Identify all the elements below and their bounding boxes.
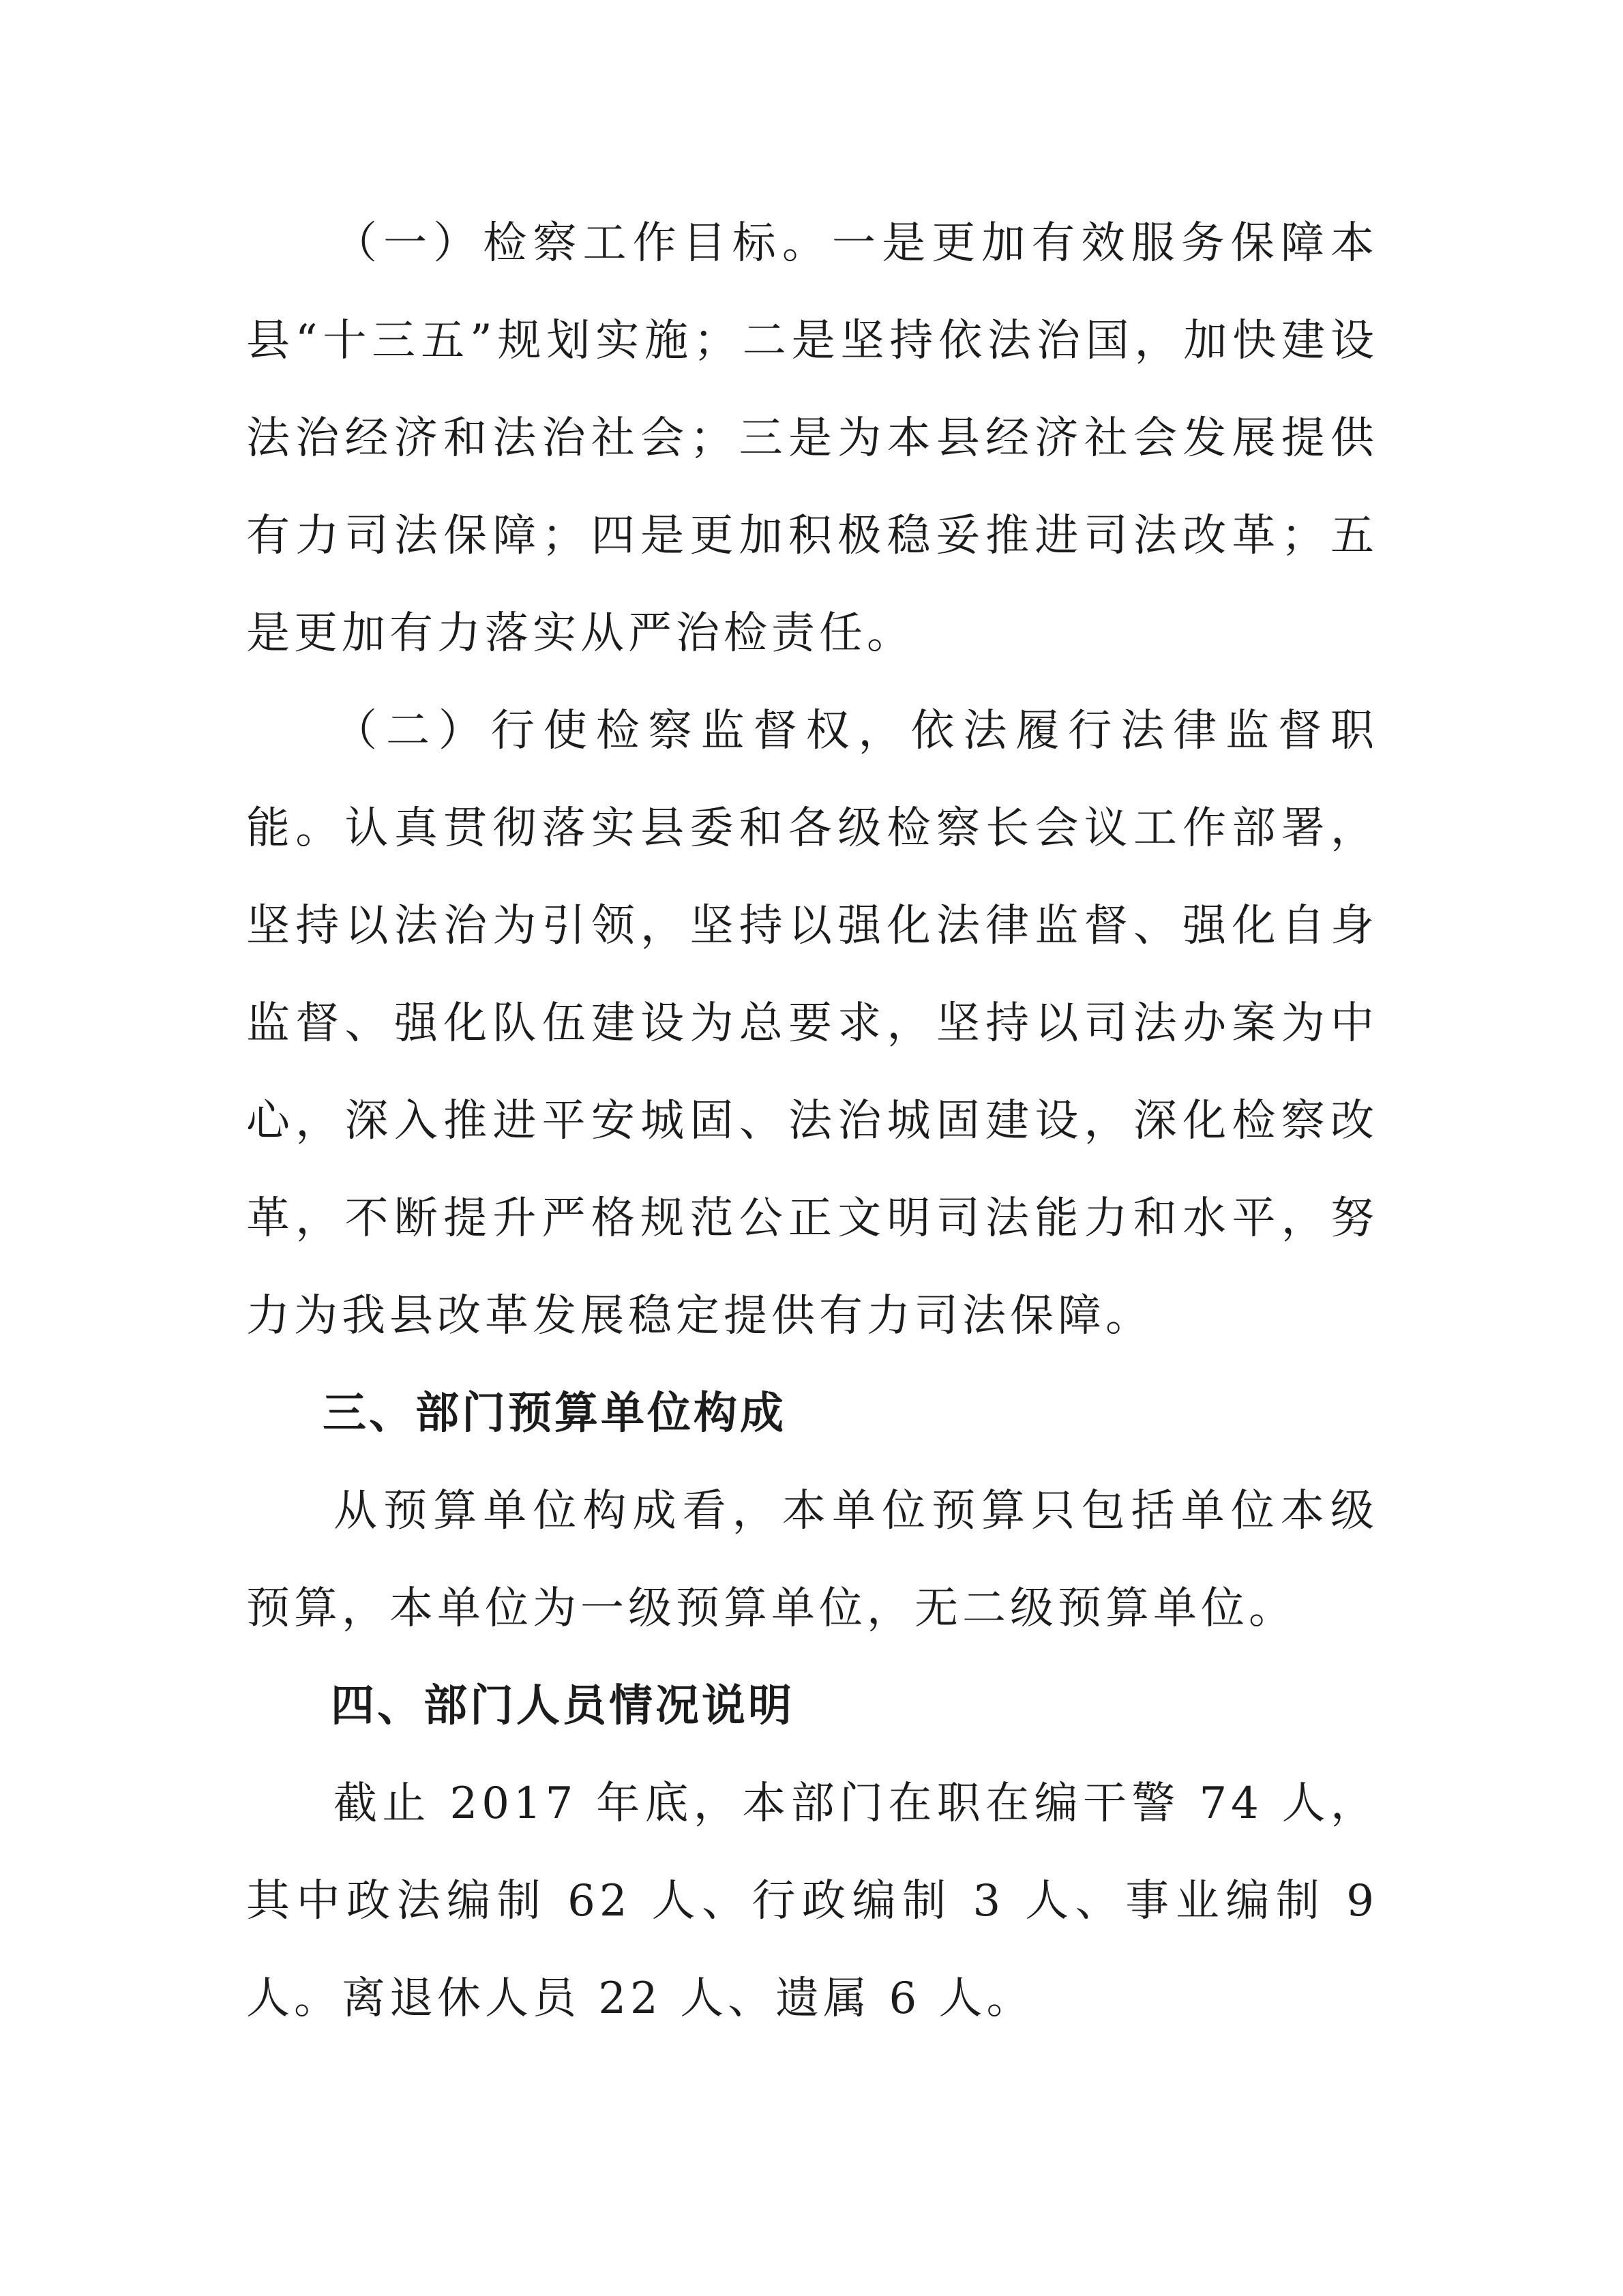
paragraph-work-goals: （一）检察工作目标。一是更加有效服务保障本县“十三五”规划实施；二是坚持依法治国，加快建设法治经济和法治社会；三是为本县经济社会发展提供有力司法保障；四是更加积极稳妥推进司法改革；五是更加有力落实从严治检责任。	[246, 218, 1378, 659]
section-heading-staff: 四、部门人员情况说明	[331, 1681, 794, 1731]
paragraph-budget-units: 从预算单位构成看，本单位预算只包括单位本级预算，本单位为一级预算单位，无二级预算单位。	[246, 1486, 1378, 1634]
paragraph-supervision: （二）行使检察监督权，依法履行法律监督职能。认真贯彻落实县委和各级检察长会议工作部署，坚持以法治为引领，坚持以强化法律监督、强化自身监督、强化队伍建设为总要求，坚持以司法办案为中心，深入推进平安城固、法治城固建设，深化检察改革，不断提升严格规范公正文明司法能力和水平，努力为我县改革发展稳定提供有力司法保障。	[246, 706, 1378, 1341]
section-heading-budget-units: 三、部门预算单位构成	[323, 1388, 786, 1439]
paragraph-staff: 截止 2017 年底，本部门在职在编干警 74 人，其中政法编制 62 人、行政编制 3 人、事业编制 9 人。离退休人员 22 人、遗属 6 人。	[246, 1778, 1378, 2024]
document-body	[246, 195, 1378, 2048]
